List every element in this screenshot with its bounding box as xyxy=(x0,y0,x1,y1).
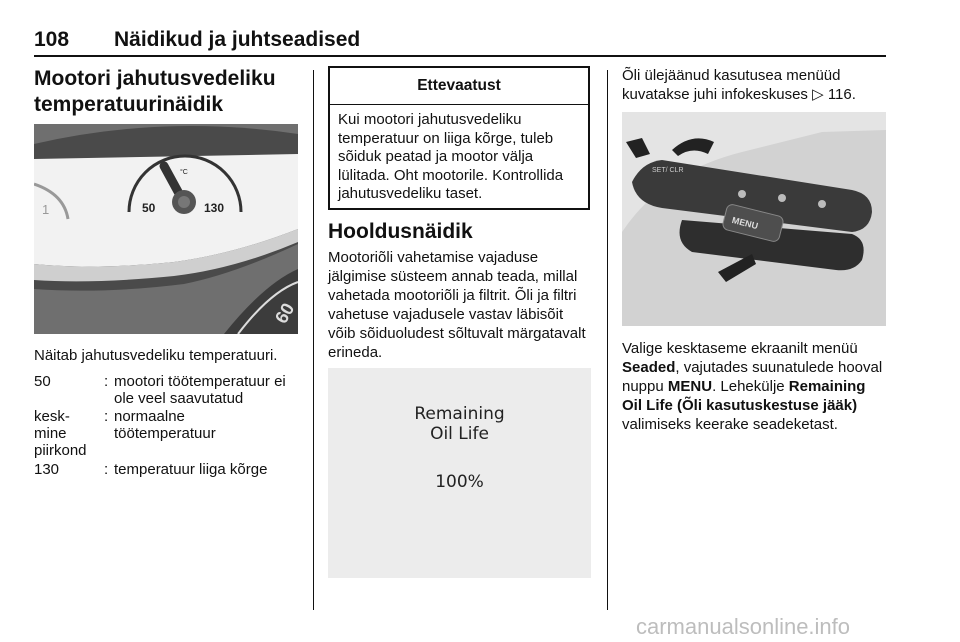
tacho-number: 60 xyxy=(271,299,298,327)
legend-row xyxy=(34,373,304,407)
legend-value: mootori töötemperatuur ei ole veel saavutatud xyxy=(114,373,286,407)
turn-signal-stalk-illustration xyxy=(622,112,886,326)
gauge-unit-label: °C xyxy=(180,169,188,176)
left-gauge-number: 1 xyxy=(42,202,50,217)
seaded-label: Seaded xyxy=(622,359,676,376)
oil-life-title-line2: Oil Life xyxy=(430,424,489,444)
legend-value: normaalne töötemperatuur xyxy=(114,408,216,442)
caution-box xyxy=(328,66,590,210)
header-rule xyxy=(34,55,886,57)
stalk-set-label: SET/ CLR xyxy=(652,167,684,174)
gauge-caption: Näitab jahutusvedeliku temperatuuri. xyxy=(34,347,278,364)
legend-value: temperatuur liiga kõrge xyxy=(114,461,268,478)
column-divider-right xyxy=(607,70,608,610)
gauge-low-label: 50 xyxy=(142,201,156,215)
menu-button-label: MENU xyxy=(667,378,713,395)
instruction-text: . Lehekülje xyxy=(712,378,785,395)
instruction-text: Valige kesktaseme ekraanilt menüü xyxy=(622,340,858,357)
gauge-high-label: 130 xyxy=(204,201,225,215)
oil-life-title xyxy=(328,404,591,444)
stalk-menu-label: MENU xyxy=(730,215,760,232)
instruction-text: , vajutades suunatulede hooval nuppu xyxy=(622,359,883,395)
legend-table xyxy=(34,373,304,483)
service-heading: Hooldusnäidik xyxy=(328,220,473,243)
remaining-oil-life-label: Remaining Oil Life (Õli kasutuskestuse jääk) xyxy=(622,378,866,414)
page-number: 108 xyxy=(34,28,70,51)
legend-key: 130 xyxy=(34,461,60,478)
oil-life-display xyxy=(328,368,591,578)
legend-separator: : xyxy=(104,408,109,425)
intro-paragraph xyxy=(622,66,886,104)
instruction-text: valimiseks keerake seadeketast. xyxy=(622,416,838,433)
caution-text: Kui mootori jahutusvedeliku temperatuur on liiga kõrge, tuleb sõiduk peatad ja mootor välja lülitada. Oht mootorile. Kontrollida jahutusvedeliku taset. xyxy=(338,111,564,202)
legend-key: 50 xyxy=(34,373,51,390)
legend-key: kesk-mine piirkond xyxy=(34,408,87,459)
intro-text: Õli ülejäänud kasutusea menüüd kuvatakse juhi infokeskuses xyxy=(622,67,841,103)
oil-life-percent: 100% xyxy=(435,472,484,492)
watermark: carmanualsonline.info xyxy=(636,614,851,639)
coolant-heading: Mootori jahutusvedeliku temperatuurinäidik xyxy=(34,67,276,116)
section-title: Näidikud ja juhtseadised xyxy=(114,28,361,51)
oil-life-title-line1: Remaining xyxy=(414,404,505,424)
caution-title: Ettevaatust xyxy=(330,68,588,105)
intro-page-ref: 116. xyxy=(827,86,856,103)
reference-arrow-icon: ▷ xyxy=(812,86,824,103)
legend-separator: : xyxy=(104,373,109,390)
column-divider-left xyxy=(313,70,314,610)
legend-row xyxy=(34,461,304,479)
service-text: Mootoriõli vahetamise vajaduse jälgimise süsteem annab teada, millal vahetada mootoriõli ja filtrit. Õli ja filtri vahetuse vajadusele vastav läbisõit võib sõiduoludest sõltuvalt märgatavalt erineda. xyxy=(328,249,586,361)
legend-separator: : xyxy=(104,461,109,478)
legend-row xyxy=(34,408,304,460)
instruction-paragraph xyxy=(622,339,886,434)
coolant-gauge-illustration xyxy=(34,124,298,334)
